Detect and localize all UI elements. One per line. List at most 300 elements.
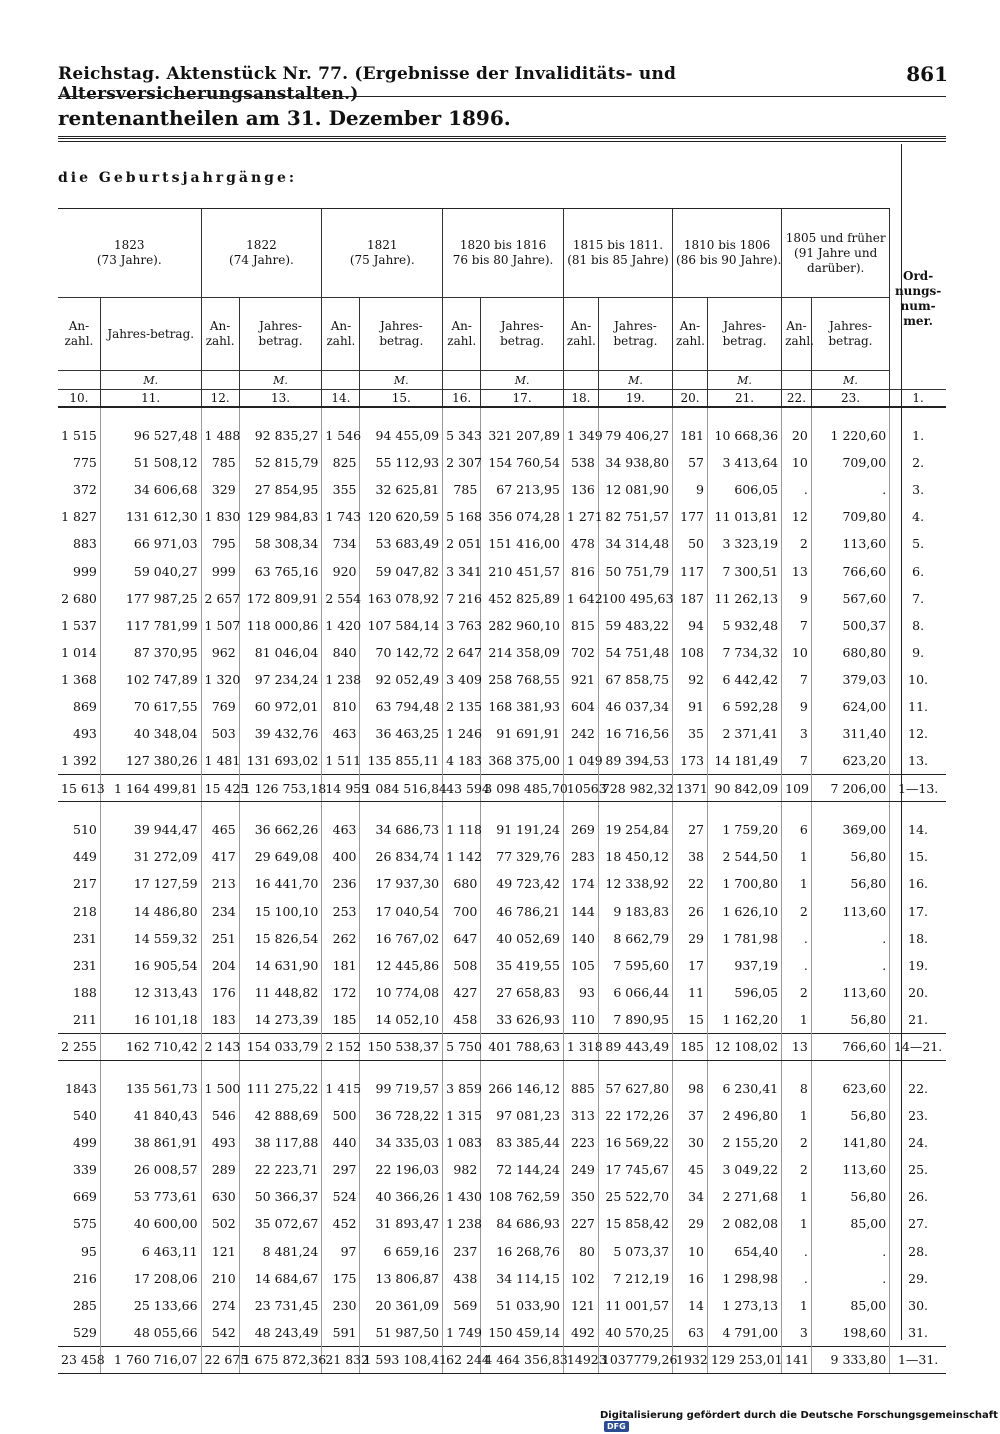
data-cell: 546 — [201, 1102, 239, 1129]
data-cell: 1843 — [65, 1081, 97, 1097]
data-cell: 401 788,63 — [481, 1033, 564, 1060]
data-cell: 113,60 — [811, 979, 889, 1006]
table-row — [58, 693, 946, 720]
spacer-cell — [563, 802, 598, 817]
column-number: 14. — [322, 390, 360, 408]
data-cell: 1 315 — [443, 1102, 481, 1129]
data-cell: 59 040,27 — [100, 557, 201, 584]
data-cell: 20 361,09 — [360, 1292, 443, 1319]
data-cell: 1 118 — [443, 816, 481, 843]
ord-cell: 24. — [890, 1129, 946, 1156]
data-cell: 94 — [673, 612, 708, 639]
data-cell: 3 098 485,70 — [481, 775, 564, 802]
table-row — [58, 979, 946, 1006]
ord-cell: 3. — [890, 476, 946, 503]
header-title: Reichstag. Aktenstück Nr. 77. (Ergebnisse der Invaliditäts- und Altersversicherungsanstalten.) — [58, 64, 677, 104]
data-cell: 1 700,80 — [707, 870, 781, 897]
jahresbetrag-header: Jahres-betrag. — [360, 298, 443, 371]
ord-cell: 22. — [890, 1075, 946, 1102]
page-header — [58, 62, 948, 104]
jahresbetrag-header: Jahres-betrag. — [707, 298, 781, 371]
data-cell: 1 488 — [201, 422, 239, 449]
ord-cell: 9. — [890, 639, 946, 666]
data-cell: 54 751,48 — [598, 639, 672, 666]
spacer-cell — [707, 802, 781, 817]
data-cell: 62 244 — [443, 1346, 481, 1373]
data-cell: 1 220,60 — [811, 422, 889, 449]
data-cell: 38 — [673, 843, 708, 870]
data-cell: 440 — [322, 1129, 360, 1156]
data-cell: 1 593 108,41 — [360, 1346, 443, 1373]
data-cell: 1 507 — [201, 612, 239, 639]
unit-cell: M. — [811, 371, 889, 390]
data-cell: 56,80 — [811, 1183, 889, 1210]
data-cell: 91 691,91 — [481, 720, 564, 747]
data-cell: 102 — [563, 1265, 598, 1292]
spacer-row — [58, 802, 946, 817]
data-cell: 452 — [322, 1210, 360, 1237]
data-cell: 1 162,20 — [707, 1006, 781, 1034]
data-cell: 150 538,37 — [360, 1033, 443, 1060]
data-cell: 709,00 — [811, 449, 889, 476]
data-cell: 40 052,69 — [481, 925, 564, 952]
spacer-cell — [58, 1060, 100, 1075]
unit-cell — [201, 371, 239, 390]
data-cell: 3 409 — [443, 666, 481, 693]
data-cell: 937,19 — [707, 952, 781, 979]
sum-block-1 — [58, 775, 946, 802]
data-cell: 17 127,59 — [100, 870, 201, 897]
table-row — [58, 843, 946, 870]
data-cell: 785 — [201, 449, 239, 476]
data-cell: 162 710,42 — [100, 1033, 201, 1060]
data-cell: 2 135 — [443, 693, 481, 720]
data-cell: 40 348,04 — [100, 720, 201, 747]
data-cell: 321 207,89 — [481, 422, 564, 449]
data-cell: 19 254,84 — [598, 816, 672, 843]
data-cell: 113,60 — [811, 530, 889, 557]
data-cell: 85,00 — [811, 1292, 889, 1319]
data-cell: 81 046,04 — [239, 639, 322, 666]
table-row — [58, 1210, 946, 1237]
data-cell: 23 731,45 — [239, 1292, 322, 1319]
data-cell: 702 — [563, 639, 598, 666]
data-cell: 17 — [673, 952, 708, 979]
data-cell: 113,60 — [811, 898, 889, 925]
data-cell: 7 595,60 — [598, 952, 672, 979]
data-cell: 6 066,44 — [598, 979, 672, 1006]
spacer-cell — [673, 802, 708, 817]
data-cell: 1 368 — [61, 671, 97, 687]
spacer-cell — [100, 407, 201, 422]
data-cell: 216 — [73, 1270, 97, 1286]
data-cell: 26 — [673, 898, 708, 925]
data-cell: . — [811, 952, 889, 979]
data-cell: 5 750 — [443, 1033, 481, 1060]
column-number: 10. — [58, 390, 100, 408]
spacer-cell — [782, 407, 812, 422]
data-cell: 218 — [73, 903, 97, 919]
data-cell: 108 — [673, 639, 708, 666]
data-cell: 14 684,67 — [239, 1265, 322, 1292]
data-cell: 769 — [201, 693, 239, 720]
data-cell: 13 — [782, 557, 812, 584]
data-cell: 40 366,26 — [360, 1183, 443, 1210]
data-cell: 269 — [563, 816, 598, 843]
data-cell: 438 — [443, 1265, 481, 1292]
data-cell: 1 626,10 — [707, 898, 781, 925]
page-number: 861 — [906, 62, 948, 86]
data-cell: . — [811, 476, 889, 503]
group-header: 1805 und früher (91 Jahre und darüber). — [782, 209, 890, 298]
data-cell: 30 — [673, 1129, 708, 1156]
data-cell: 131 693,02 — [239, 747, 322, 775]
data-cell: 510 — [73, 822, 97, 838]
data-cell: 16 — [673, 1265, 708, 1292]
column-number: 15. — [360, 390, 443, 408]
unit-cell — [58, 371, 100, 390]
data-cell: 131 612,30 — [100, 503, 201, 530]
data-cell: 2 152 — [322, 1033, 360, 1060]
data-cell: 289 — [201, 1156, 239, 1183]
spacer-row — [58, 1060, 946, 1075]
spacer-cell — [201, 802, 239, 817]
data-cell: 173 — [673, 747, 708, 775]
data-cell: 204 — [201, 952, 239, 979]
table-row — [58, 1265, 946, 1292]
data-cell: 1 — [782, 870, 812, 897]
data-cell: 7 734,32 — [707, 639, 781, 666]
data-cell: 2 — [782, 1129, 812, 1156]
data-cell: 2 143 — [201, 1033, 239, 1060]
data-cell: 66 971,03 — [100, 530, 201, 557]
unit-cell: M. — [239, 371, 322, 390]
data-cell: 15 858,42 — [598, 1210, 672, 1237]
ord-cell: 17. — [890, 898, 946, 925]
data-cell: 70 142,72 — [360, 639, 443, 666]
spacer-cell — [890, 802, 946, 817]
data-cell: 1 164 499,81 — [100, 775, 201, 802]
data-cell: 25 133,66 — [100, 1292, 201, 1319]
data-cell: 623,60 — [811, 1075, 889, 1102]
data-cell: 11 013,81 — [707, 503, 781, 530]
data-cell: 10 — [782, 449, 812, 476]
table-row — [58, 422, 946, 449]
ord-cell: 19. — [890, 952, 946, 979]
data-cell: 12 108,02 — [707, 1033, 781, 1060]
data-cell: 1 084 516,84 — [360, 775, 443, 802]
data-cell: 297 — [322, 1156, 360, 1183]
data-cell: 1 049 — [563, 747, 598, 775]
data-cell: 234 — [201, 898, 239, 925]
data-cell: 144 — [563, 898, 598, 925]
data-cell: 775 — [73, 455, 97, 471]
data-cell: 34 114,15 — [481, 1265, 564, 1292]
data-cell: 38 861,91 — [100, 1129, 201, 1156]
data-cell: 168 381,93 — [481, 693, 564, 720]
table-row — [58, 1238, 946, 1265]
data-cell: 92 052,49 — [360, 666, 443, 693]
data-cell: 1932 — [673, 1346, 708, 1373]
data-cell: 36 662,26 — [239, 816, 322, 843]
data-cell: 36 728,22 — [360, 1102, 443, 1129]
dfg-logo-icon: DFG — [604, 1421, 629, 1432]
data-cell: 22 — [673, 870, 708, 897]
data-cell: 795 — [201, 530, 239, 557]
spacer-cell — [563, 1060, 598, 1075]
data-cell: 3 413,64 — [707, 449, 781, 476]
data-cell: 177 987,25 — [100, 585, 201, 612]
data-cell: 5 073,37 — [598, 1238, 672, 1265]
data-cell: 90 842,09 — [707, 775, 781, 802]
data-cell: 10 668,36 — [707, 422, 781, 449]
data-cell: 50 — [673, 530, 708, 557]
ord-cell: 27. — [890, 1210, 946, 1237]
rows-block-1 — [58, 407, 946, 775]
data-cell: 7 890,95 — [598, 1006, 672, 1034]
data-cell: 211 — [73, 1011, 97, 1027]
data-cell: 98 — [673, 1075, 708, 1102]
data-cell: 53 683,49 — [360, 530, 443, 557]
data-cell: 283 — [563, 843, 598, 870]
data-cell: 188 — [73, 984, 97, 1000]
data-cell: 10 — [782, 639, 812, 666]
data-cell: . — [782, 952, 812, 979]
data-cell: 1 298,98 — [707, 1265, 781, 1292]
data-cell: 72 144,24 — [481, 1156, 564, 1183]
data-cell: 492 — [563, 1319, 598, 1347]
data-cell: 542 — [201, 1319, 239, 1347]
data-cell: 23 458 — [58, 1346, 100, 1373]
data-cell: 109 — [782, 775, 812, 802]
data-cell: 734 — [322, 530, 360, 557]
data-cell: 356 074,28 — [481, 503, 564, 530]
data-cell: 3 341 — [443, 557, 481, 584]
data-cell: 141 — [782, 1346, 812, 1373]
ord-cell: 20. — [890, 979, 946, 1006]
data-cell: 217 — [73, 876, 97, 892]
data-cell: 680 — [443, 870, 481, 897]
data-cell: 29 649,08 — [239, 843, 322, 870]
data-cell: 1 238 — [443, 1210, 481, 1237]
data-cell: 1 — [782, 1183, 812, 1210]
data-cell: 56,80 — [811, 1102, 889, 1129]
spacer-cell — [481, 802, 564, 817]
data-cell: 237 — [443, 1238, 481, 1265]
data-cell: 84 686,93 — [481, 1210, 564, 1237]
data-cell: 95 — [80, 1243, 97, 1259]
group-header: 1823 (73 Jahre). — [58, 209, 201, 298]
data-cell: 26 008,57 — [100, 1156, 201, 1183]
data-cell: 11 448,82 — [239, 979, 322, 1006]
unit-cell: M. — [598, 371, 672, 390]
data-cell: 110 — [563, 1006, 598, 1034]
data-cell: 728 982,32 — [598, 775, 672, 802]
data-cell: 50 366,37 — [239, 1183, 322, 1210]
spacer-cell — [322, 1060, 360, 1075]
column-number: 1. — [890, 390, 946, 408]
data-cell: 181 — [673, 422, 708, 449]
data-cell: 982 — [443, 1156, 481, 1183]
data-cell: 8 481,24 — [239, 1238, 322, 1265]
data-cell: 154 033,79 — [239, 1033, 322, 1060]
data-cell: 102 747,89 — [100, 666, 201, 693]
data-cell: 230 — [322, 1292, 360, 1319]
data-cell: 1 126 753,18 — [239, 775, 322, 802]
table-row — [58, 476, 946, 503]
anzahl-header: An-zahl. — [58, 298, 100, 371]
column-number: 12. — [201, 390, 239, 408]
rows-block-3 — [58, 1060, 946, 1346]
data-cell: 2 — [782, 530, 812, 557]
data-cell: 4 183 — [443, 747, 481, 775]
data-cell: 869 — [73, 698, 97, 714]
ord-cell: 31. — [890, 1319, 946, 1347]
data-cell: 16 905,54 — [100, 952, 201, 979]
spacer-cell — [322, 802, 360, 817]
data-cell: 16 767,02 — [360, 925, 443, 952]
data-cell: 567,60 — [811, 585, 889, 612]
table-row — [58, 925, 946, 952]
spacer-cell — [481, 407, 564, 422]
column-number: 18. — [563, 390, 598, 408]
data-cell: 1 415 — [322, 1075, 360, 1102]
data-cell: 9 — [782, 585, 812, 612]
data-cell: 198,60 — [811, 1319, 889, 1347]
data-cell: 135 855,11 — [360, 747, 443, 775]
data-cell: 15 826,54 — [239, 925, 322, 952]
data-cell: 29 — [673, 925, 708, 952]
data-cell: 18 450,12 — [598, 843, 672, 870]
unit-cell — [563, 371, 598, 390]
data-cell: 58 308,34 — [239, 530, 322, 557]
data-cell: 1 349 — [563, 422, 598, 449]
ord-cell: 1—13. — [890, 775, 946, 802]
data-cell: 2 554 — [322, 585, 360, 612]
spacer-row — [58, 407, 946, 422]
spacer-cell — [598, 407, 672, 422]
data-cell: 97 234,24 — [239, 666, 322, 693]
data-cell: 654,40 — [707, 1238, 781, 1265]
data-cell: 172 809,91 — [239, 585, 322, 612]
jahresbetrag-header: Jahres-betrag. — [598, 298, 672, 371]
data-cell: 22 196,03 — [360, 1156, 443, 1183]
data-cell: 1037779,26 — [598, 1346, 672, 1373]
spacer-cell — [673, 1060, 708, 1075]
spacer-cell — [707, 1060, 781, 1075]
data-cell: 91 191,24 — [481, 816, 564, 843]
data-cell: 1 246 — [443, 720, 481, 747]
data-cell: 187 — [673, 585, 708, 612]
table-row — [58, 557, 946, 584]
data-cell: 766,60 — [811, 557, 889, 584]
data-cell: 1 481 — [201, 747, 239, 775]
data-cell: . — [782, 1265, 812, 1292]
data-cell: 920 — [322, 557, 360, 584]
rows-block-2 — [58, 802, 946, 1034]
data-cell: 1 827 — [61, 509, 97, 525]
table-row — [58, 870, 946, 897]
footer — [600, 1410, 1000, 1432]
data-cell: 213 — [201, 870, 239, 897]
jahresbetrag-header: Jahres-betrag. — [239, 298, 322, 371]
data-cell: 368 375,00 — [481, 747, 564, 775]
data-cell: 236 — [322, 870, 360, 897]
data-cell: 13 — [782, 1033, 812, 1060]
spacer-cell — [673, 407, 708, 422]
data-cell: 816 — [563, 557, 598, 584]
data-cell: 15 100,10 — [239, 898, 322, 925]
group-header: 1815 bis 1811. (81 bis 85 Jahre) — [563, 209, 672, 298]
data-cell: 20 — [782, 422, 812, 449]
data-cell: 11 262,13 — [707, 585, 781, 612]
data-cell: 285 — [73, 1297, 97, 1313]
data-cell: 14 — [673, 1292, 708, 1319]
ord-cell: 30. — [890, 1292, 946, 1319]
data-cell: 6 592,28 — [707, 693, 781, 720]
spacer-cell — [481, 1060, 564, 1075]
data-cell: 32 625,81 — [360, 476, 443, 503]
data-cell: 604 — [563, 693, 598, 720]
data-cell: 417 — [201, 843, 239, 870]
data-cell: 3 — [782, 1319, 812, 1347]
data-cell: 7 216 — [443, 585, 481, 612]
spacer-cell — [811, 802, 889, 817]
ord-cell: 7. — [890, 585, 946, 612]
data-cell: 249 — [563, 1156, 598, 1183]
data-cell: 39 944,47 — [100, 816, 201, 843]
spacer-cell — [239, 1060, 322, 1075]
table-row — [58, 1006, 946, 1034]
ord-cell: 11. — [890, 693, 946, 720]
data-cell: 121 — [201, 1238, 239, 1265]
data-cell: 500 — [322, 1102, 360, 1129]
sum-block-2 — [58, 1033, 946, 1060]
unit-cell: M. — [360, 371, 443, 390]
data-cell: 129 253,01 — [707, 1346, 781, 1373]
spacer-cell — [443, 802, 481, 817]
data-cell: 2 680 — [61, 590, 97, 606]
data-cell: 63 — [673, 1319, 708, 1347]
data-cell: 463 — [322, 720, 360, 747]
data-cell: 1371 — [673, 775, 708, 802]
data-cell: 22 223,71 — [239, 1156, 322, 1183]
data-cell: 1 238 — [322, 666, 360, 693]
data-cell: 59 483,22 — [598, 612, 672, 639]
data-cell: 962 — [201, 639, 239, 666]
data-cell: 2 647 — [443, 639, 481, 666]
data-cell: 1 420 — [322, 612, 360, 639]
ord-cell: 10. — [890, 666, 946, 693]
data-cell: 36 463,25 — [360, 720, 443, 747]
jahresbetrag-header: Jahres-betrag. — [481, 298, 564, 371]
anzahl-header: An-zahl. — [563, 298, 598, 371]
data-cell: 4 791,00 — [707, 1319, 781, 1347]
data-cell: 478 — [563, 530, 598, 557]
data-cell: 150 459,14 — [481, 1319, 564, 1347]
data-cell: 117 781,99 — [100, 612, 201, 639]
data-cell: 12 — [782, 503, 812, 530]
data-cell: 35 — [673, 720, 708, 747]
data-cell: 1 — [782, 1006, 812, 1034]
data-cell: 7 — [782, 666, 812, 693]
ord-cell: 13. — [890, 747, 946, 775]
spacer-cell — [811, 1060, 889, 1075]
data-cell: 183 — [201, 1006, 239, 1034]
data-cell: 6 659,16 — [360, 1238, 443, 1265]
data-cell: 1 537 — [61, 617, 97, 633]
data-cell: 2 — [782, 1156, 812, 1183]
